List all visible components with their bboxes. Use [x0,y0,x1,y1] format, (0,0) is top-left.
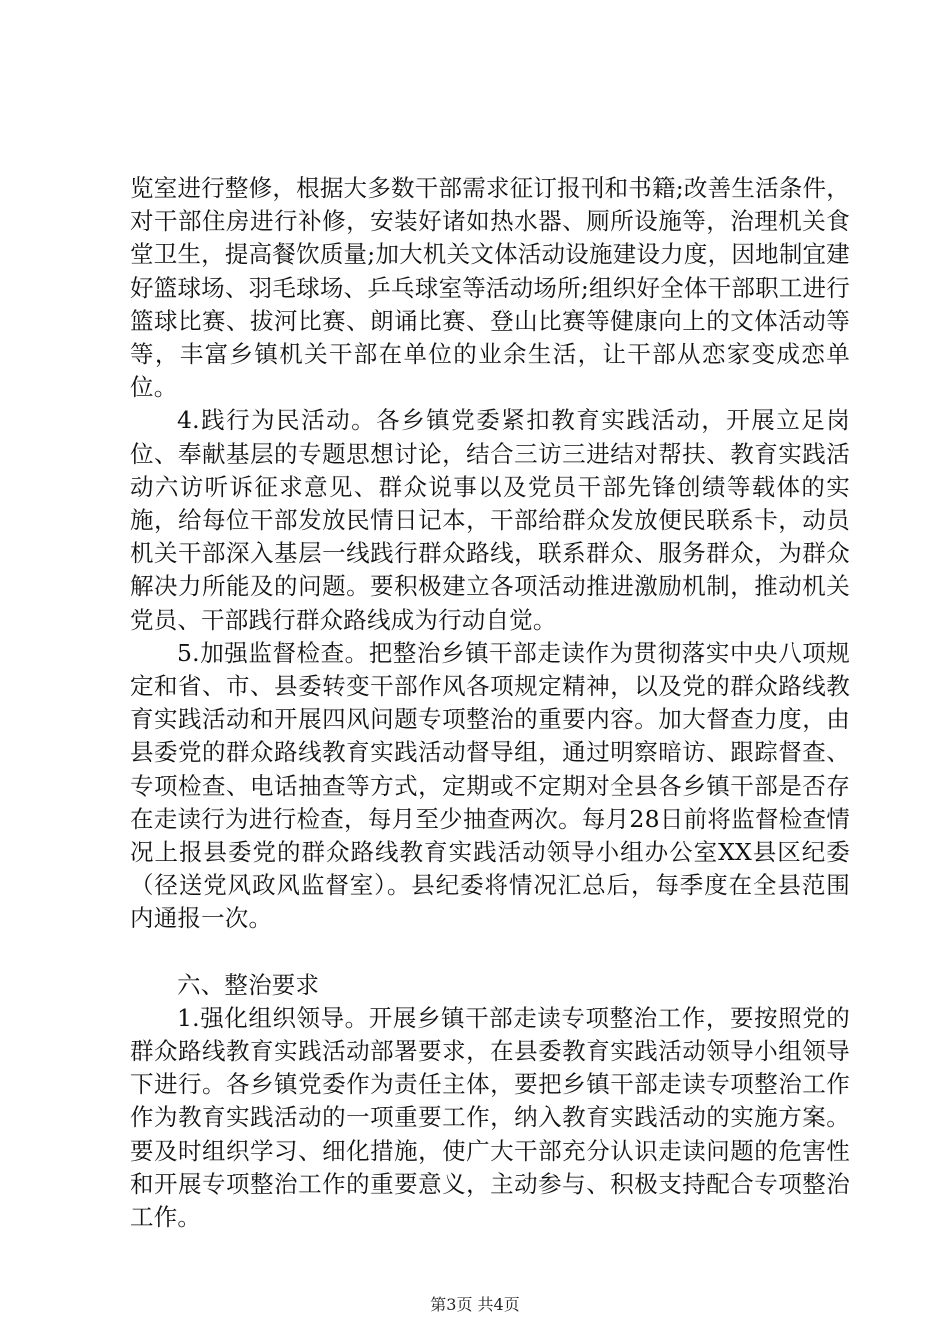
paragraph-item-5: 5.加强监督检查。把整治乡镇干部走读作为贯彻落实中央八项规定和省、市、县委转变干部作风各项规定精神，以及党的群众路线教育实践活动和开展四风问题专项整治的重要内容。加大督查力度，由县委党的群众路线教育实践活动督导组，通过明察暗访、跟踪督查、专项检查、电话抽查等方式，定期或不定期对全县各乡镇干部是否存在走读行为进行检查，每月至少抽查两次。每月28日前将监督检查情况上报县委党的群众路线教育实践活动领导小组办公室XX县区纪委（径送党风政风监督室）。县纪委将情况汇总后，每季度在全县范围内通报一次。 [130,638,850,933]
page-number-footer: 第3页 共4页 [430,1295,520,1314]
paragraph-continuation: 览室进行整修，根据大多数干部需求征订报刊和书籍;改善生活条件，对干部住房进行补修，安装好诸如热水器、厕所设施等，治理机关食堂卫生，提高餐饮质量;加大机关文体活动设施建设力度，因地制宜建好篮球场、羽毛球场、乒乓球室等活动场所;组织好全体干部职工进行篮球比赛、拔河比赛、朗诵比赛、登山比赛等健康向上的文体活动等等，丰富乡镇机关干部在单位的业余生活，让干部从恋家变成恋单位。 [130,174,850,402]
section-heading: 六、整治要求 [177,970,320,999]
document-body [130,172,850,1234]
paragraph-requirement-1: 1.强化组织领导。开展乡镇干部走读专项整治工作，要按照党的群众路线教育实践活动部署要求，在县委教育实践活动领导小组领导下进行。各乡镇党委作为责任主体，要把乡镇干部走读专项整治工作作为教育实践活动的一项重要工作，纳入教育实践活动的实施方案。要及时组织学习、细化措施，使广大干部充分认识走读问题的危害性和开展专项整治工作的重要意义，主动参与、积极支持配合专项整治工作。 [130,1003,850,1232]
paragraph-item-4: 4.践行为民活动。各乡镇党委紧扣教育实践活动，开展立足岗位、奉献基层的专题思想讨论，结合三访三进结对帮扶、教育实践活动六访听诉征求意见、群众说事以及党员干部先锋创绩等载体的实施，给每位干部发放民情日记本，干部给群众发放便民联系卡，动员机关干部深入基层一线践行群众路线，联系群众、服务群众，为群众解决力所能及的问题。要积极建立各项活动推进激励机制，推动机关党员、干部践行群众路线成为行动自觉。 [130,406,850,634]
